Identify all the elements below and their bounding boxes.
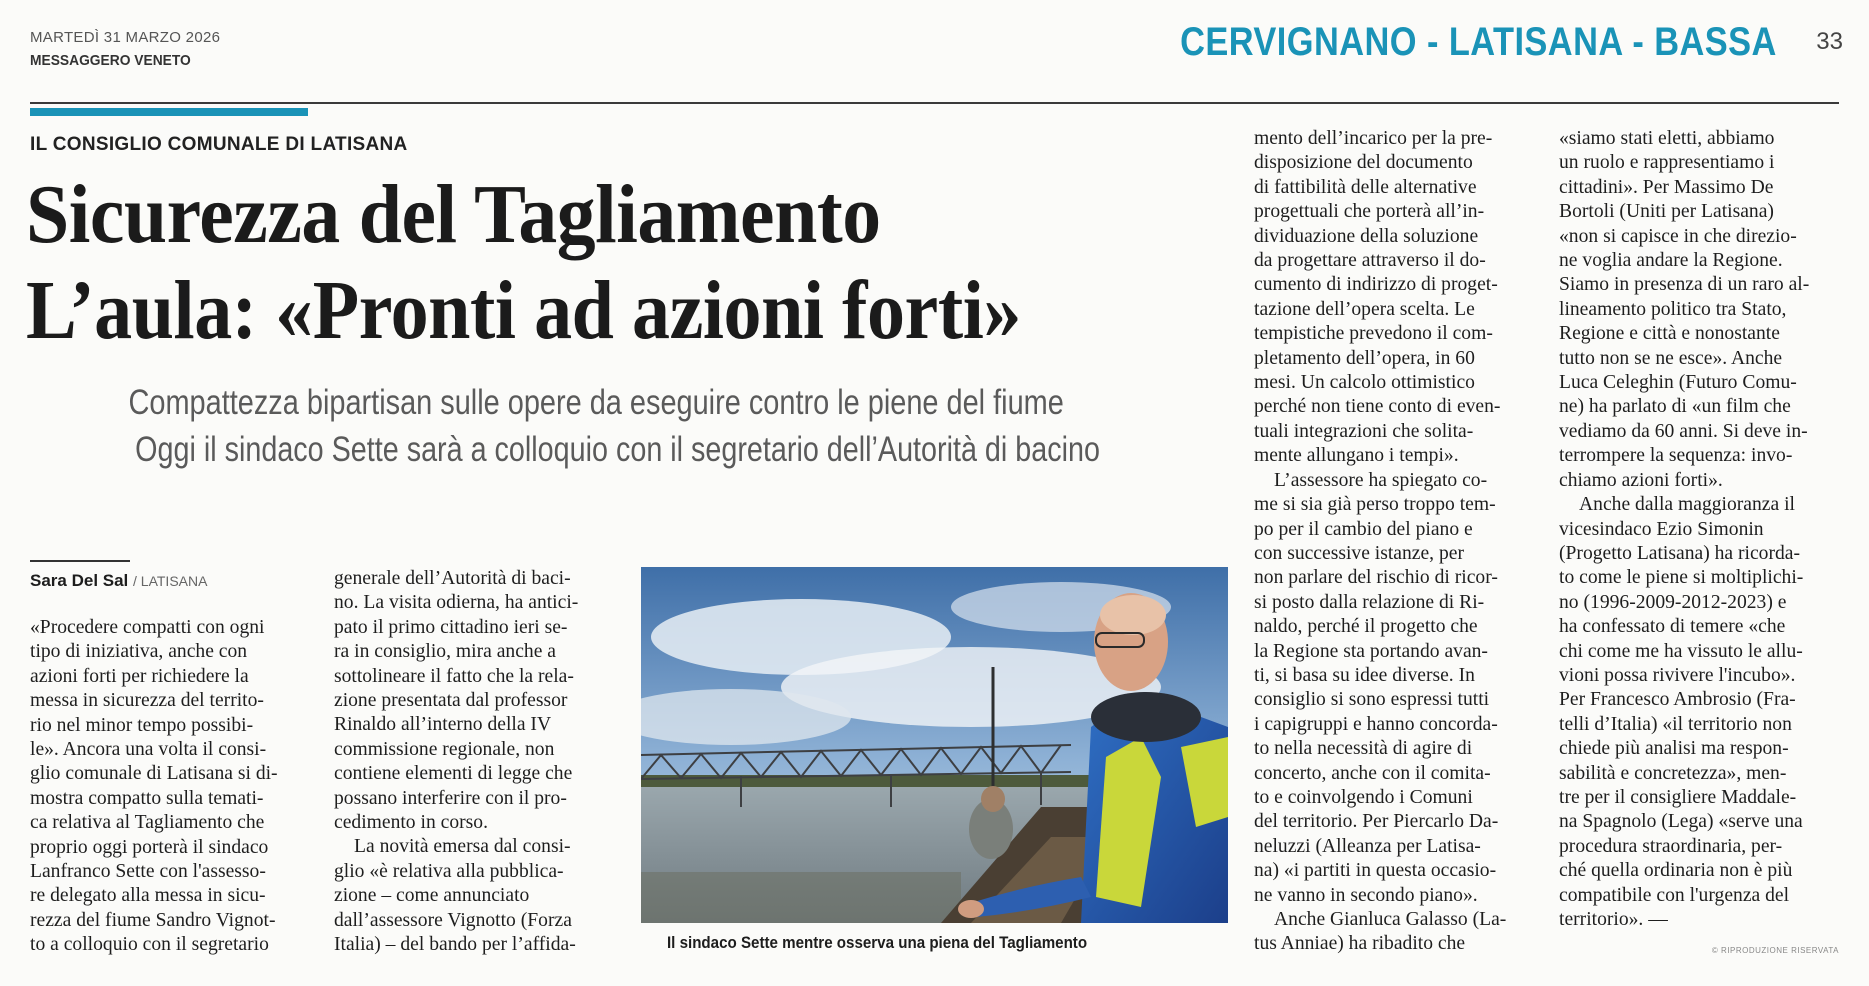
article-text-line: di fattibilità delle alternative [1254, 176, 1477, 198]
article-text-line: rio nel minor tempo possibi- [30, 714, 254, 736]
article-text-line: tuali integrazioni che solita- [1254, 420, 1474, 442]
article-text-line: dividuazione della soluzione [1254, 225, 1479, 247]
article-text-line: cedimento in corso. [334, 812, 488, 834]
copyright-notice: © RIPRODUZIONE RISERVATA [1711, 946, 1839, 955]
article-text-line: disposizione del documento [1254, 152, 1473, 174]
article-text-line: mesi. Un calcolo ottimistico [1254, 372, 1475, 394]
article-text-line: vediamo da 60 anni. Si deve in- [1559, 420, 1808, 442]
article-text-line: procedura straordinaria, per- [1559, 835, 1783, 857]
article-text-line: neluzzi (Alleanza per Latisa- [1254, 835, 1481, 857]
article-column-1 [30, 616, 315, 958]
byline-rule [30, 560, 130, 562]
article-text-line: ché quella ordinaria non è più [1559, 860, 1793, 882]
article-column-3 [1254, 127, 1536, 957]
article-text-line: mento dell’incarico per la pre- [1254, 128, 1493, 149]
article-text-line: rezza del fiume Sandro Vignot- [30, 909, 276, 931]
article-text-line: terrompere la sequenza: invo- [1559, 445, 1793, 467]
article-text-line: La novità emersa dal consi- [354, 836, 571, 858]
article-text-line: tipo di iniziativa, anche con [30, 641, 248, 663]
headline-line-2: L’aula: «Pronti ad azioni forti» [26, 264, 1021, 357]
subheadline-line-1: Compattezza bipartisan sulle opere da eseguire contro le piene del fiume [128, 383, 1064, 422]
issue-date: MARTEDÌ 31 MARZO 2026 [30, 29, 221, 46]
article-text-line: glio comunale di Latisana si di- [30, 763, 278, 785]
article-text-line: lineamento politico tra Stato, [1559, 298, 1787, 320]
article-text-line: ti, si basa su idee diverse. In [1254, 664, 1475, 686]
article-text-line: Lanfranco Sette con l'assesso- [30, 861, 266, 883]
article-column-2 [334, 567, 614, 958]
article-text-line: ne vanno in secondo piano». [1254, 884, 1478, 906]
article-text-line: po per il cambio del piano e [1254, 518, 1473, 540]
newspaper-name: MESSAGGERO VENETO [30, 52, 191, 69]
article-photo [641, 567, 1228, 923]
article-text-line: chi come me ha vissuto le allu- [1559, 640, 1803, 662]
article-text-line: na Spagnolo (Lega) «serve una [1559, 811, 1803, 833]
headline-line-1: Sicurezza del Tagliamento [26, 168, 881, 261]
article-text-line: glio «è relativa alla pubblica- [334, 860, 564, 882]
article-text-line: tutto non se ne esce». Anche [1559, 347, 1783, 369]
river-scene-image [641, 567, 1228, 923]
article-text-line: del territorio. Per Piercarlo Da- [1254, 811, 1499, 833]
article-text-line: Rinaldo all’interno della IV [334, 714, 552, 736]
article-text-line: consiglio si sono espressi tutti [1254, 689, 1490, 711]
article-text-line: Anche Gianluca Galasso (La- [1274, 909, 1507, 930]
article-text-line: tre per il consigliere Maddale- [1559, 786, 1797, 808]
article-text-line: mente allungano i tempi». [1254, 445, 1459, 467]
article-text-line: «siamo stati eletti, abbiamo [1559, 128, 1775, 149]
article-text-line: contiene elementi di legge che [334, 763, 573, 785]
article-text-line: Anche dalla maggioranza il [1579, 494, 1795, 516]
article-kicker: IL CONSIGLIO COMUNALE DI LATISANA [30, 134, 408, 155]
subheadline-line-2: Oggi il sindaco Sette sarà a colloquio con il segretario dell’Autorità di bacino [135, 430, 1100, 469]
article-text-line: sottolineare il fatto che la rela- [334, 665, 574, 687]
article-text-line: proprio oggi porterà il sindaco [30, 836, 269, 858]
article-text-line: possano interferire con il pro- [334, 787, 567, 809]
article-text-line: pato il primo cittadino ieri se- [334, 616, 568, 638]
article-text-line: vioni possa rivivere l'incubo». [1559, 664, 1796, 686]
article-text-line: un ruolo e rappresentiamo i [1559, 152, 1775, 174]
article-text-line: to nella necessità di agire di [1254, 738, 1473, 760]
article-text-line: chiamo azioni forti». [1559, 469, 1723, 491]
article-text-line: re delegato alla messa in sicu- [30, 885, 266, 907]
byline [30, 571, 207, 591]
article-text-line: me si sia già perso troppo tem- [1254, 494, 1496, 516]
author-name: Sara Del Sal [30, 571, 129, 590]
article-text-line: la Regione sta portando avan- [1254, 640, 1488, 662]
article-text-line: tempistiche prevedono il com- [1254, 323, 1493, 345]
article-text-line: messa in sicurezza del territo- [30, 690, 264, 712]
article-text-line: cittadini». Per Massimo De [1559, 176, 1774, 198]
article-text-line: territorio». — [1559, 909, 1668, 930]
article-text-line: si posto dalla relazione di Ri- [1254, 591, 1485, 613]
header-rule [30, 102, 1839, 104]
photo-caption: Il sindaco Sette mentre osserva una piena del Tagliamento [666, 933, 1088, 952]
page-number: 33 [1816, 28, 1843, 55]
article-text-line: Luca Celeghin (Futuro Comu- [1559, 372, 1797, 394]
article-text-line: i capigruppi e hanno concorda- [1254, 713, 1498, 735]
article-text-line: concerto, anche con il comita- [1254, 762, 1491, 784]
article-text-line: non parlare del rischio di ricor- [1254, 567, 1498, 589]
article-text-line: no. La visita odierna, ha antici- [334, 592, 579, 614]
article-text-line: zione – come annunciato [334, 885, 530, 907]
section-title: CERVIGNANO - LATISANA - BASSA [1180, 20, 1777, 64]
article-text-line: commissione regionale, non [334, 738, 555, 760]
article-text-line: tazione dell’opera scelta. Le [1254, 298, 1475, 320]
article-text-line: to come le piene si moltiplichi- [1559, 567, 1804, 589]
article-text-line: (Progetto Latisana) ha ricorda- [1559, 542, 1801, 564]
article-column-4 [1559, 127, 1841, 932]
article-text-line: Per Francesco Ambrosio (Fra- [1559, 689, 1796, 711]
kicker-accent-bar [30, 108, 308, 116]
article-text-line: tus Anniae) ha ribadito che [1254, 933, 1466, 955]
article-text-line: telli d’Italia) «il territorio non [1559, 713, 1792, 735]
article-text-line: Bortoli (Uniti per Latisana) [1559, 201, 1774, 223]
byline-location: / LATISANA [133, 573, 208, 589]
article-text-line: sabilità e concretezza», men- [1559, 762, 1787, 784]
article-text-line: «non si capisce in che direzio- [1559, 225, 1797, 247]
article-text-line: ne) ha parlato di «un film che [1559, 396, 1791, 418]
article-text-line: to e coinvolgendo i Comuni [1254, 786, 1473, 808]
article-text-line: Regione e città e nonostante [1559, 323, 1780, 345]
article-text-line: compatibile con l'urgenza del [1559, 884, 1790, 906]
article-text-line: perché non tiene conto di even- [1254, 396, 1501, 418]
article-text-line: «Procedere compatti con ogni [30, 617, 265, 638]
article-text-line: da progettare attraverso il do- [1254, 250, 1486, 272]
article-text-line: ne voglia andare la Regione. [1559, 250, 1783, 272]
article-text-line: cumento di indirizzo di proget- [1254, 274, 1498, 296]
article-text-line: progettuali che porterà all’in- [1254, 201, 1485, 223]
article-text-line: vicesindaco Ezio Simonin [1559, 518, 1764, 540]
article-text-line: no (1996-2009-2012-2023) e [1559, 591, 1787, 613]
article-text-line: L’assessore ha spiegato co- [1274, 469, 1488, 491]
article-text-line: Siamo in presenza di un raro al- [1559, 274, 1810, 296]
article-text-line: zione presentata dal professor [334, 690, 568, 712]
article-text-line: ca relativa al Tagliamento che [30, 812, 265, 834]
article-text-line: Italia) – del bando per l’affida- [334, 934, 576, 956]
article-text-line: na) «i partiti in questa occasio- [1254, 860, 1497, 882]
article-text-line: naldo, perché il progetto che [1254, 616, 1478, 638]
article-text-line: dall’assessore Vignotto (Forza [334, 909, 572, 931]
article-text-line: con successive istanze, per [1254, 542, 1465, 564]
article-text-line: chiede più analisi ma respon- [1559, 738, 1789, 760]
article-text-line: generale dell’Autorità di baci- [334, 568, 571, 589]
article-text-line: mostra compatto sulla temati- [30, 787, 264, 809]
article-text-line: to a colloquio con il segretario [30, 934, 269, 956]
article-text-line: le». Ancora una volta il consi- [30, 739, 267, 761]
article-text-line: ha confessato di temere «che [1559, 616, 1786, 638]
article-text-line: ra in consiglio, mira anche a [334, 641, 556, 663]
article-text-line: pletamento dell’opera, in 60 [1254, 347, 1475, 369]
article-text-line: azioni forti per richiedere la [30, 665, 249, 687]
